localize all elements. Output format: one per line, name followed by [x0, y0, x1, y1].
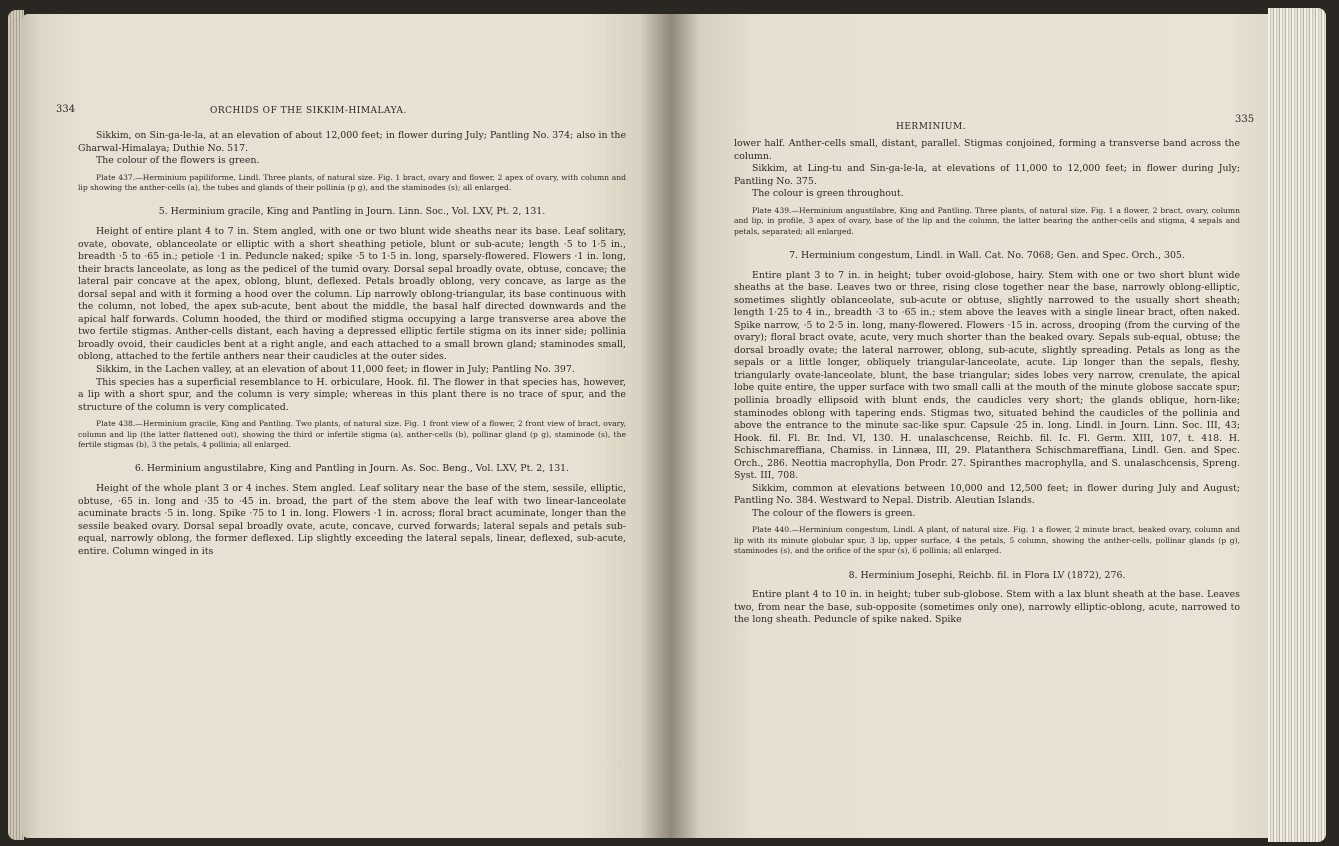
- paragraph: The colour of the flowers is green.: [96, 155, 260, 167]
- right-page: [668, 14, 1268, 838]
- paragraph: Entire plant 4 to 10 in. in height; tuber sub-globose. Stem with a lax blunt sheath at the base. Leaves two, from near the base, sub-opposite (sometimes only one), narrowly elliptic-oblong, acute, narrowed to the long sheath. Peduncle of spike naked. Spike: [734, 589, 1240, 626]
- plate-caption: Plate 439.—Herminium angustilabre, King and Pantling. Three plants, of natural size. Fig. 1 a flower, 2 bract, ovary, column and lip, in profile, 3 apex of ovary, base of the lip and the column, the latter bearing the anther-cells and stigma, 4 sepals and petals, separated; all enlarged.: [734, 205, 1240, 236]
- left-column: [78, 130, 626, 558]
- paragraph: Height of entire plant 4 to 7 in. Stem angled, with one or two blunt wide sheaths near its base. Leaf solitary, ovate, obovate, oblanceolate or elliptic with a short sheathing petiole, blunt or sub-acute; length ·5 to 1·5 in., breadth ·5 to ·65 in.; petiole ·1 in. Peduncle naked; spike ·5 to 1·5 in. long, sparsely-flowered. Flowers ·1 in. long, their bracts lanceolate, as long as the pedicel of the tumid ovary. Dorsal sepal broadly ovate, obtuse, concave; the lateral pair concave at the apex, oblong, blunt, deflexed. Petals broadly oblong, very concave, as large as the dorsal sepal and with it forming a hood over the column. Lip narrowly oblong-triangular, its base continuous with the column, not lobed, the apex sub-acute, bent about the middle, the basal half directed downwards and the apical half forwards. Column hooded, the third or modified stigma occupying a large transverse area above the two fertile stigmas. Anther-cells distant, each having a depressed elliptic fertile stigma on its inner side; pollinia broadly ovoid, their caudicles bent at a right angle, and each attached to a small brown gland; staminodes small, oblong, attached to the fertile anthers near their caudicles at the outer sides.: [78, 226, 626, 363]
- species-heading: 8. Herminium Josephi, Reichb. fil. in Flora LV (1872), 276.: [848, 569, 1126, 581]
- paragraph: This species has a superficial resemblance to H. orbiculare, Hook. fil. The flower in that species has, however, a lip with a short spur, and the column is very simple; whereas in this plant there is no trace of spur, and the structure of the column is very complicated.: [78, 376, 626, 413]
- paragraph: Height of the whole plant 3 or 4 inches. Stem angled. Leaf solitary near the base of the stem, sessile, elliptic, obtuse, ·65 in. long and ·35 to ·45 in. broad, the part of the stem above the leaf with two linear-lanceolate acuminate bracts ·5 in. long. Spike ·75 to 1 in. long. Flowers ·1 in. across; floral bract acuminate, longer than the sessile beaked ovary. Dorsal sepal broadly ovate, acute, concave, curved forwards; lateral sepals and petals sub-equal, narrowly oblong, the former deflexed. Lip slightly exceeding the lateral sepals, linear, deflexed, sub-acute, entire. Column winged in its: [78, 482, 626, 557]
- page-number: 335: [1235, 114, 1255, 125]
- paragraph: The colour is green throughout.: [752, 188, 904, 200]
- right-page-edges: [1268, 8, 1326, 842]
- running-head: HERMINIUM.: [896, 122, 967, 132]
- paragraph: Entire plant 3 to 7 in. in height; tuber ovoid-globose, hairy. Stem with one or two short blunt wide sheaths at the base. Leaves two or three, rising close together near the base, narrowly oblong-elliptic, sometimes slightly oblanceolate, sub-acute or obtuse, slightly narrowed to the usually short sheath; length 1·25 to 4 in., breadth ·3 to ·65 in.; stem above the leaves with a single linear bract, often naked. Spike narrow, ·5 to 2·5 in. long, many-flowered. Flowers ·15 in. across, drooping (from the curving of the ovary); floral bract ovate, acute, very much shorter than the beaked ovary. Sepals sub-equal, obtuse; the dorsal broadly ovate; the lateral narrower, oblong, sub-acute, slightly spreading. Petals as long as the sepals or a little longer, obliquely triangular-lanceolate, acute. Lip longer than the sepals, fleshy, triangularly ovate-lanceolate, blunt, the base triangular; sides lobes very narrow, crenulate, the apical lobe quite entire, the upper surface with two small calli at the mouth of the minute globose saccate spur; pollinia broadly ellipsoid with blunt ends, the caudicles very short; the glands oblique, horn-like; staminodes oblong with tapering ends. Stigmas two, situated behind the caudicles of the pollinia and above the entrance to the minute sac-like spur. Capsule ·25 in. long. Lindl. in Journ. Linn. Soc. III, 43; Hook. fil. Fl. Br. Ind. VI, 130. H. unalaschcense, Reichb. fil. Ic. Fl. Germ. XIII, 107, t. 418. H. Schischmareffiana, Chamiss. in Linnæa, III, 29. Platanthera Schischmareffiana, Lindl. Gen. and Spec. Orch., 286. Neottia macrophylla, Don Prodr. 27. Spiranthes macrophylla, and S. unalaschcensis, Spreng. Syst. III, 708.: [734, 269, 1240, 482]
- plate-caption: Plate 437.—Herminium papiliforme, Lindl. Three plants, of natural size. Fig. 1 bract, ovary and flower, 2 apex of ovary, with column and lip showing the anther-cells (a), the tubes and glands of their pollinia (p g), and the staminodes (s); all enlarged.: [78, 172, 626, 193]
- species-heading: 7. Herminium congestum, Lindl. in Wall. Cat. No. 7068; Gen. and Spec. Orch., 305.: [789, 249, 1185, 261]
- paragraph: lower half. Anther-cells small, distant, parallel. Stigmas conjoined, forming a transverse band across the column.: [734, 138, 1240, 162]
- plate-caption: Plate 438.—Herminium gracile, King and Pantling. Two plants, of natural size. Fig. 1 front view of a flower, 2 front view of bract, ovary, column and lip (the latter flattened out), showing the third or infertile stigma (a), anther-cells (b), pollinar gland (p g), staminode (s), the fertile stigmas (b), 3 the petals, 4 pollinia; all enlarged.: [78, 419, 626, 450]
- species-heading: 6. Herminium angustilabre, King and Pantling in Journ. As. Soc. Beng., Vol. LXV, Pt. 2, 131.: [134, 463, 570, 475]
- page-number: 334: [56, 104, 76, 115]
- paragraph: Sikkim, in the Lachen valley, at an elevation of about 11,000 feet; in flower in July; Pantling No. 397.: [96, 364, 575, 376]
- paragraph: Sikkim, on Sin-ga-le-la, at an elevation of about 12,000 feet; in flower during July; Pantling No. 374; also in the Gharwal-Himalaya; Duthie No. 517.: [78, 130, 626, 154]
- paragraph: Sikkim, common at elevations between 10,000 and 12,500 feet; in flower during July and August; Pantling No. 384. Westward to Nepal. Distrib. Aleutian Islands.: [734, 482, 1240, 507]
- species-heading: 5. Herminium gracile, King and Pantling in Journ. Linn. Soc., Vol. LXV, Pt. 2, 131.: [158, 206, 546, 218]
- paragraph: Sikkim, at Ling-tu and Sin-ga-le-la, at elevations of 11,000 to 12,000 feet; in flower during July; Pantling No. 375.: [734, 163, 1240, 187]
- paragraph: The colour of the flowers is green.: [752, 507, 916, 519]
- plate-caption: Plate 440.—Herminium congestum, Lindl. A plant, of natural size. Fig. 1 a flower, 2 minute bract, beaked ovary, column and lip with its minute globular spur, 3 lip, upper surface, 4 the petals, 5 column, showing the anther-cells, pollinar glands (p g), staminodes (s), and the orifice of the spur (s), 6 pollinia; all enlarged.: [734, 525, 1240, 556]
- left-page: [22, 14, 668, 838]
- right-column: [734, 138, 1240, 627]
- running-head: ORCHIDS OF THE SIKKIM-HIMALAYA.: [210, 106, 407, 116]
